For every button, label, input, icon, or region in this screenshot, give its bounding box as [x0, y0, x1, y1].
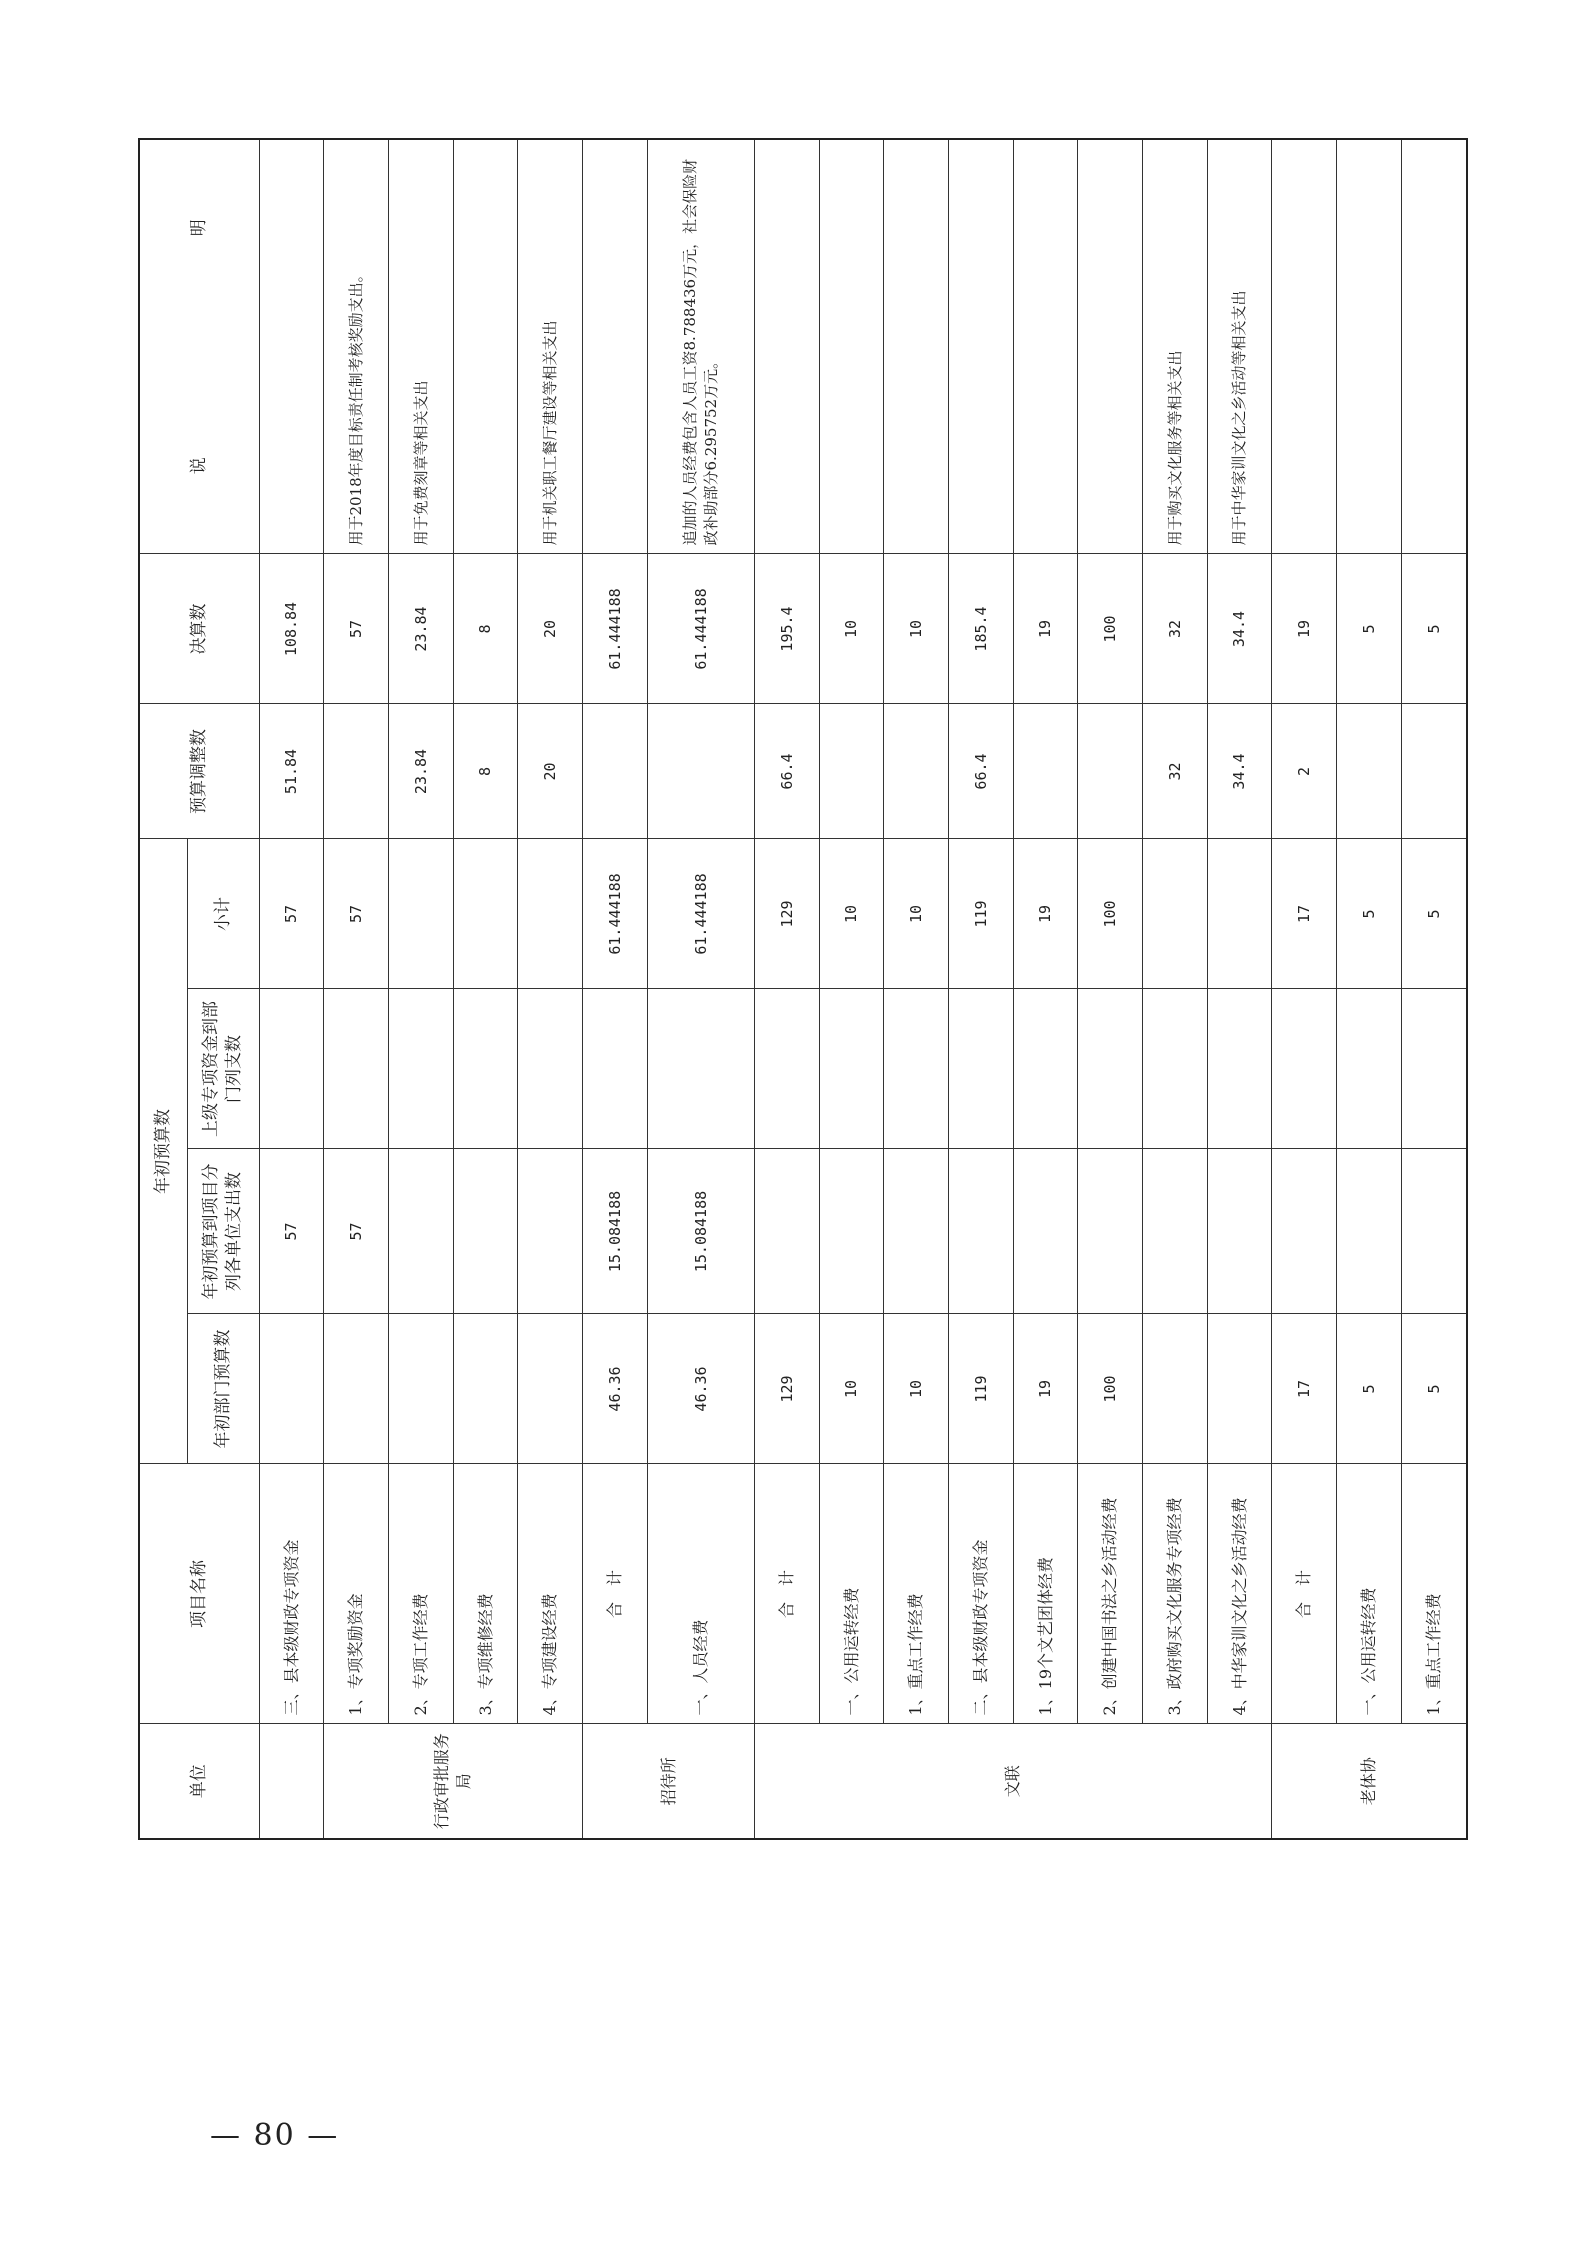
cell-item-name: 1、专项奖励资金	[324, 1464, 389, 1724]
cell-final: 61.444188	[647, 554, 754, 704]
table-row	[819, 139, 884, 1839]
cell-subtotal	[518, 839, 583, 989]
cell-adjust	[1337, 704, 1402, 839]
cell-note: 用于机关职工餐厅建设等相关支出	[518, 139, 583, 554]
cell-unit	[259, 1724, 324, 1839]
cell-final: 195.4	[754, 554, 819, 704]
table-row	[1207, 139, 1272, 1839]
cell-item-name: 4、专项建设经费	[518, 1464, 583, 1724]
cell-superior-funds	[1401, 989, 1467, 1149]
cell-dept-budget: 10	[819, 1314, 884, 1464]
cell-dept-budget	[388, 1314, 453, 1464]
cell-subtotal	[1207, 839, 1272, 989]
cell-superior-funds	[819, 989, 884, 1149]
cell-adjust	[1078, 704, 1143, 839]
cell-note: 用于免费刻章等相关支出	[388, 139, 453, 554]
cell-adjust	[324, 704, 389, 839]
cell-note	[259, 139, 324, 554]
header-subtotal: 小计	[187, 839, 259, 989]
cell-note	[948, 139, 1013, 554]
cell-item-name: 一、公用运转经费	[819, 1464, 884, 1724]
table-row	[884, 139, 949, 1839]
cell-dept-budget: 5	[1337, 1314, 1402, 1464]
cell-note: 追加的人员经费包含人员工资8.788436万元，社会保险财政补助部分6.295752万元。	[647, 139, 754, 554]
cell-final: 61.444188	[582, 554, 647, 704]
cell-final: 20	[518, 554, 583, 704]
cell-project-alloc: 15.084188	[647, 1149, 754, 1314]
cell-dept-budget: 5	[1401, 1314, 1467, 1464]
cell-project-alloc: 57	[324, 1149, 389, 1314]
cell-subtotal: 57	[324, 839, 389, 989]
cell-item-name: 一、公用运转经费	[1337, 1464, 1402, 1724]
cell-item-name: 1、19个文艺团体经费	[1013, 1464, 1078, 1724]
cell-superior-funds	[388, 989, 453, 1149]
cell-item-name: 4、中华家训文化之乡活动经费	[1207, 1464, 1272, 1724]
cell-project-alloc	[1142, 1149, 1207, 1314]
cell-subtotal: 10	[819, 839, 884, 989]
cell-dept-budget: 46.36	[582, 1314, 647, 1464]
cell-item-name: 1、重点工作经费	[884, 1464, 949, 1724]
cell-superior-funds	[582, 989, 647, 1149]
cell-note	[453, 139, 518, 554]
cell-item-name: 二、县本级财政专项资金	[948, 1464, 1013, 1724]
table-row	[1142, 139, 1207, 1839]
table-row	[1013, 139, 1078, 1839]
cell-item-name: 合 计	[582, 1464, 647, 1724]
cell-final: 10	[884, 554, 949, 704]
cell-adjust: 2	[1272, 704, 1337, 839]
table-row	[582, 139, 647, 1839]
header-adjust: 预算调整数	[139, 704, 259, 839]
cell-project-alloc: 15.084188	[582, 1149, 647, 1314]
cell-dept-budget: 129	[754, 1314, 819, 1464]
cell-project-alloc	[1013, 1149, 1078, 1314]
cell-final: 23.84	[388, 554, 453, 704]
cell-final: 57	[324, 554, 389, 704]
cell-dept-budget: 19	[1013, 1314, 1078, 1464]
cell-final: 19	[1013, 554, 1078, 704]
table-row	[453, 139, 518, 1839]
header-dept-budget: 年初部门预算数	[187, 1314, 259, 1464]
table-row	[754, 139, 819, 1839]
table-row	[1337, 139, 1402, 1839]
header-note: 说 明	[139, 139, 259, 554]
cell-dept-budget	[453, 1314, 518, 1464]
cell-dept-budget: 46.36	[647, 1314, 754, 1464]
cell-superior-funds	[1078, 989, 1143, 1149]
cell-project-alloc	[1272, 1149, 1337, 1314]
cell-subtotal: 57	[259, 839, 324, 989]
cell-superior-funds	[948, 989, 1013, 1149]
cell-dept-budget	[259, 1314, 324, 1464]
cell-unit: 行政审批服务局	[324, 1724, 583, 1839]
header-superior-funds: 上级专项资金到部门列支数	[187, 989, 259, 1149]
cell-note: 用于中华家训文化之乡活动等相关支出	[1207, 139, 1272, 554]
cell-adjust	[819, 704, 884, 839]
cell-final: 10	[819, 554, 884, 704]
header-final: 决算数	[139, 554, 259, 704]
cell-project-alloc	[1078, 1149, 1143, 1314]
cell-item-name: 合 计	[1272, 1464, 1337, 1724]
cell-project-alloc	[453, 1149, 518, 1314]
cell-adjust: 32	[1142, 704, 1207, 839]
cell-dept-budget: 100	[1078, 1314, 1143, 1464]
cell-adjust: 66.4	[948, 704, 1013, 839]
cell-project-alloc	[948, 1149, 1013, 1314]
cell-project-alloc	[1337, 1149, 1402, 1314]
table-row	[1401, 139, 1467, 1839]
table-row	[324, 139, 389, 1839]
cell-subtotal: 129	[754, 839, 819, 989]
cell-subtotal: 119	[948, 839, 1013, 989]
cell-note	[582, 139, 647, 554]
cell-note: 用于2018年度目标责任制考核奖励支出。	[324, 139, 389, 554]
cell-project-alloc: 57	[259, 1149, 324, 1314]
cell-superior-funds	[1013, 989, 1078, 1149]
cell-dept-budget	[1207, 1314, 1272, 1464]
cell-final: 19	[1272, 554, 1337, 704]
cell-project-alloc	[518, 1149, 583, 1314]
cell-dept-budget: 119	[948, 1314, 1013, 1464]
cell-final: 8	[453, 554, 518, 704]
cell-subtotal: 17	[1272, 839, 1337, 989]
page-number: — 80 —	[210, 2118, 340, 2153]
cell-adjust	[884, 704, 949, 839]
cell-item-name: 3、专项维修经费	[453, 1464, 518, 1724]
cell-superior-funds	[324, 989, 389, 1149]
cell-dept-budget	[518, 1314, 583, 1464]
cell-adjust: 66.4	[754, 704, 819, 839]
cell-adjust: 20	[518, 704, 583, 839]
table-row	[948, 139, 1013, 1839]
cell-adjust: 8	[453, 704, 518, 839]
cell-project-alloc	[1401, 1149, 1467, 1314]
cell-item-name: 三、县本级财政专项资金	[259, 1464, 324, 1724]
cell-adjust	[647, 704, 754, 839]
cell-superior-funds	[1207, 989, 1272, 1149]
cell-adjust	[1401, 704, 1467, 839]
table-row	[1272, 139, 1337, 1839]
cell-adjust: 34.4	[1207, 704, 1272, 839]
cell-subtotal: 5	[1401, 839, 1467, 989]
cell-superior-funds	[1337, 989, 1402, 1149]
cell-subtotal: 100	[1078, 839, 1143, 989]
cell-subtotal	[1142, 839, 1207, 989]
cell-item-name: 一、人员经费	[647, 1464, 754, 1724]
cell-superior-funds	[884, 989, 949, 1149]
header-initial-budget: 年初预算数	[139, 839, 187, 1464]
table-row	[259, 139, 324, 1839]
cell-note	[1013, 139, 1078, 554]
cell-note: 用于购买文化服务等相关支出	[1142, 139, 1207, 554]
cell-final: 100	[1078, 554, 1143, 704]
cell-project-alloc	[388, 1149, 453, 1314]
cell-superior-funds	[1142, 989, 1207, 1149]
cell-item-name: 2、专项工作经费	[388, 1464, 453, 1724]
cell-dept-budget: 17	[1272, 1314, 1337, 1464]
cell-superior-funds	[453, 989, 518, 1149]
cell-dept-budget	[1142, 1314, 1207, 1464]
cell-subtotal: 10	[884, 839, 949, 989]
cell-final: 108.84	[259, 554, 324, 704]
budget-table	[138, 138, 1468, 1840]
header-project-alloc: 年初预算到项目分列各单位支出数	[187, 1149, 259, 1314]
cell-dept-budget	[324, 1314, 389, 1464]
cell-project-alloc	[754, 1149, 819, 1314]
cell-unit: 文联	[754, 1724, 1271, 1839]
cell-subtotal: 5	[1337, 839, 1402, 989]
cell-subtotal: 19	[1013, 839, 1078, 989]
cell-unit: 老体协	[1272, 1724, 1467, 1839]
cell-final: 32	[1142, 554, 1207, 704]
cell-dept-budget: 10	[884, 1314, 949, 1464]
cell-subtotal: 61.444188	[582, 839, 647, 989]
cell-item-name: 合 计	[754, 1464, 819, 1724]
cell-note	[754, 139, 819, 554]
table-row	[647, 139, 754, 1839]
cell-item-name: 1、重点工作经费	[1401, 1464, 1467, 1724]
cell-superior-funds	[1272, 989, 1337, 1149]
cell-final: 34.4	[1207, 554, 1272, 704]
cell-note	[1272, 139, 1337, 554]
cell-note	[1401, 139, 1467, 554]
cell-superior-funds	[259, 989, 324, 1149]
cell-unit: 招待所	[582, 1724, 754, 1839]
table-row	[518, 139, 583, 1839]
cell-note	[1078, 139, 1143, 554]
cell-note	[819, 139, 884, 554]
cell-final: 5	[1337, 554, 1402, 704]
cell-adjust	[1013, 704, 1078, 839]
cell-final: 5	[1401, 554, 1467, 704]
cell-item-name: 2、创建中国书法之乡活动经费	[1078, 1464, 1143, 1724]
cell-item-name: 3、政府购买文化服务专项经费	[1142, 1464, 1207, 1724]
cell-project-alloc	[884, 1149, 949, 1314]
table-row	[1078, 139, 1143, 1839]
rotated-budget-sheet	[138, 140, 1468, 1840]
cell-project-alloc	[819, 1149, 884, 1314]
cell-note	[1337, 139, 1402, 554]
cell-superior-funds	[754, 989, 819, 1149]
header-item-name: 项目名称	[139, 1464, 259, 1724]
cell-final: 185.4	[948, 554, 1013, 704]
cell-superior-funds	[647, 989, 754, 1149]
cell-superior-funds	[518, 989, 583, 1149]
cell-project-alloc	[1207, 1149, 1272, 1314]
table-row	[388, 139, 453, 1839]
cell-adjust	[582, 704, 647, 839]
cell-subtotal	[388, 839, 453, 989]
cell-adjust: 51.84	[259, 704, 324, 839]
cell-adjust: 23.84	[388, 704, 453, 839]
header-unit: 单位	[139, 1724, 259, 1839]
cell-note	[884, 139, 949, 554]
cell-subtotal: 61.444188	[647, 839, 754, 989]
cell-subtotal	[453, 839, 518, 989]
